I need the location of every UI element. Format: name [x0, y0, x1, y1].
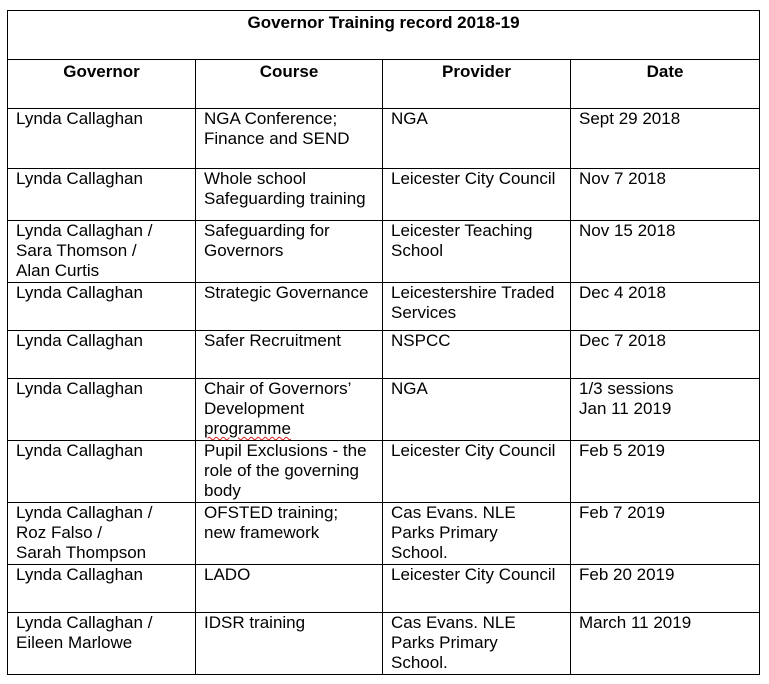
governor-cell [8, 441, 196, 503]
table-row [8, 441, 760, 503]
table-row [8, 565, 760, 613]
governor-cell [8, 169, 196, 221]
course-text: NGA Conference; Finance and SEND [204, 109, 350, 148]
date-text: Dec 4 2018 [579, 283, 666, 302]
provider-cell [383, 379, 571, 441]
provider-cell [383, 503, 571, 565]
title-row [8, 11, 760, 60]
course-cell [196, 109, 383, 169]
date-text: Dec 7 2018 [579, 331, 666, 350]
date-cell [571, 283, 760, 331]
table-row [8, 503, 760, 565]
course-cell [196, 613, 383, 675]
governor-text: Lynda Callaghan [16, 565, 143, 584]
provider-cell [383, 109, 571, 169]
governor-cell [8, 503, 196, 565]
governor-cell [8, 331, 196, 379]
date-cell [571, 169, 760, 221]
provider-cell [383, 283, 571, 331]
column-header-course: Course [196, 60, 383, 109]
course-text: LADO [204, 565, 251, 584]
provider-cell [383, 613, 571, 675]
course-cell [196, 565, 383, 613]
governor-text: Lynda Callaghan / Eileen Marlowe [16, 613, 153, 652]
governor-cell [8, 283, 196, 331]
governor-cell [8, 613, 196, 675]
table-row [8, 221, 760, 283]
governor-text: Lynda Callaghan [16, 331, 143, 350]
provider-text: Cas Evans. NLE Parks Primary School. [391, 613, 516, 672]
course-text: Safer Recruitment [204, 331, 341, 350]
course-text-line: Development [204, 399, 305, 418]
date-text: Nov 15 2018 [579, 221, 676, 240]
governor-text: Lynda Callaghan / Roz Falso / Sarah Thompson [16, 503, 153, 562]
table-title: Governor Training record 2018-19 [8, 11, 760, 60]
course-text-misspelled: programme [204, 419, 291, 438]
table-row [8, 283, 760, 331]
provider-text: Leicestershire Traded Services [391, 283, 555, 322]
date-cell [571, 221, 760, 283]
provider-text: NGA [391, 379, 428, 398]
course-cell [196, 221, 383, 283]
date-cell [571, 379, 760, 441]
date-cell [571, 503, 760, 565]
course-cell [196, 331, 383, 379]
table-row [8, 109, 760, 169]
date-text: Nov 7 2018 [579, 169, 666, 188]
provider-cell [383, 565, 571, 613]
provider-cell [383, 331, 571, 379]
course-text: Whole school Safeguarding training [204, 169, 366, 208]
date-cell [571, 613, 760, 675]
provider-text: Leicester City Council [391, 565, 556, 584]
table-row [8, 613, 760, 675]
table-row [8, 331, 760, 379]
column-header-provider: Provider [383, 60, 571, 109]
table-row [8, 169, 760, 221]
governor-cell [8, 379, 196, 441]
date-cell [571, 441, 760, 503]
provider-cell [383, 221, 571, 283]
governor-text: Lynda Callaghan [16, 169, 143, 188]
governor-text: Lynda Callaghan [16, 379, 143, 398]
governor-text: Lynda Callaghan [16, 109, 143, 128]
course-text: Strategic Governance [204, 283, 369, 302]
course-cell [196, 379, 383, 441]
date-text: Feb 5 2019 [579, 441, 666, 460]
date-cell [571, 565, 760, 613]
course-cell [196, 441, 383, 503]
provider-text: NSPCC [391, 331, 451, 350]
governor-text: Lynda Callaghan / Sara Thomson / Alan Curtis [16, 221, 153, 280]
table-row [8, 379, 760, 441]
date-text: Feb 20 2019 [579, 565, 675, 584]
date-cell [571, 109, 760, 169]
provider-text: Cas Evans. NLE Parks Primary School. [391, 503, 516, 562]
date-text: Feb 7 2019 [579, 503, 666, 522]
date-text: 1/3 sessions Jan 11 2019 [579, 379, 674, 418]
provider-text: Leicester Teaching School [391, 221, 533, 260]
date-cell [571, 331, 760, 379]
provider-text: NGA [391, 109, 428, 128]
course-text: Safeguarding for Governors [204, 221, 330, 260]
training-record-table [7, 10, 760, 675]
column-header-date: Date [571, 60, 760, 109]
course-text-line: Chair of Governors’ [204, 379, 352, 398]
governor-cell [8, 221, 196, 283]
column-header-governor: Governor [8, 60, 196, 109]
date-text: Sept 29 2018 [579, 109, 681, 128]
course-cell [196, 503, 383, 565]
date-text: March 11 2019 [579, 613, 692, 632]
governor-text: Lynda Callaghan [16, 283, 143, 302]
course-text: IDSR training [204, 613, 306, 632]
governor-cell [8, 109, 196, 169]
governor-cell [8, 565, 196, 613]
provider-cell [383, 441, 571, 503]
provider-cell [383, 169, 571, 221]
course-cell [196, 283, 383, 331]
course-text: Pupil Exclusions - the role of the governing body [204, 441, 367, 500]
provider-text: Leicester City Council [391, 441, 556, 460]
header-row [8, 60, 760, 109]
provider-text: Leicester City Council [391, 169, 556, 188]
governor-text: Lynda Callaghan [16, 441, 143, 460]
course-text: OFSTED training; new framework [204, 503, 339, 542]
course-cell [196, 169, 383, 221]
